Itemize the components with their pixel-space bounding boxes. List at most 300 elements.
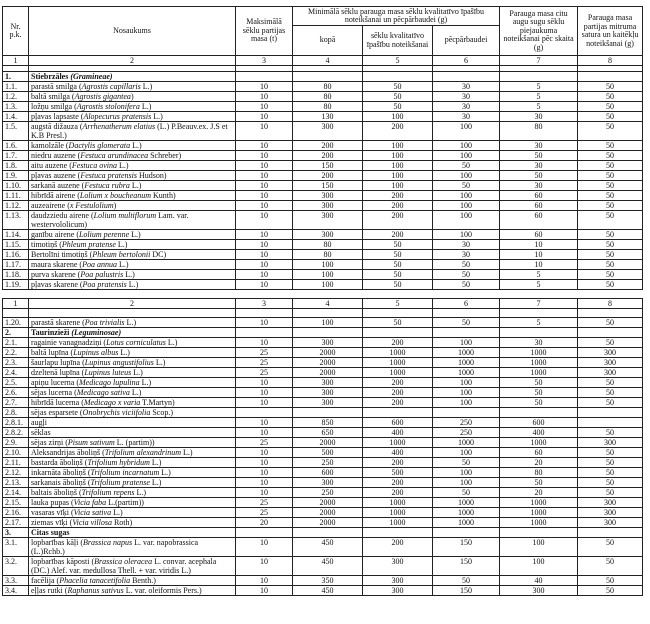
row-number: 1.8. [3, 161, 29, 171]
value-7: 60 [500, 230, 578, 240]
species-name: lopbarības kāļi (Brassica napus L. var. napobrassica (L.)Rchb.) [29, 538, 236, 557]
common-name: ložņu smilga [31, 102, 73, 111]
latin-name: Vicia villosa [72, 518, 112, 527]
latin-name: Poa pratensis [82, 280, 127, 289]
species-name: pļavas lapsaste (Alopecurus pratensis L.) [29, 112, 236, 122]
value-6: 30 [433, 240, 500, 250]
species-name: kamolzāle (Dactylis glomerata L.) [29, 141, 236, 151]
value-7: 50 [500, 171, 578, 181]
latin-name: x Festulolium [69, 201, 114, 210]
author-name: DC [152, 250, 164, 259]
author-name: Schreber [150, 151, 179, 160]
value-7: 50 [500, 478, 578, 488]
value-3: 10 [236, 388, 293, 398]
author-name: L. [141, 378, 149, 387]
value-6: 30 [433, 92, 500, 102]
value-8: 50 [578, 201, 643, 211]
species-name: sarkanā auzene (Festuca rubra L.) [29, 181, 236, 191]
value-8: 50 [578, 112, 643, 122]
value-8: 50 [578, 448, 643, 458]
table-row [3, 498, 643, 508]
species-name: ganību airene (Lolium perenne L.) [29, 230, 236, 240]
value-5: 50 [363, 92, 433, 102]
value-8: 50 [578, 250, 643, 260]
value-5: 1000 [363, 508, 433, 518]
value-8: 50 [578, 141, 643, 151]
common-name: sējas esparsete [31, 408, 78, 417]
value-7: 1000 [500, 358, 578, 368]
latin-name: Festuca rubra [84, 181, 130, 190]
value-7: 60 [500, 201, 578, 211]
value-5: 200 [363, 388, 433, 398]
section-row-other-species: 3. Citas sugas [3, 528, 643, 538]
value-8: 50 [578, 82, 643, 92]
author-name: Scop. [152, 408, 171, 417]
value-7: 10 [500, 250, 578, 260]
species-name: apiņu lucerna (Medicago lupulina L.) [29, 378, 236, 388]
value-4: 300 [293, 398, 363, 408]
row-number: 1.19. [3, 280, 29, 290]
value-4: 80 [293, 102, 363, 112]
value-7: 30 [500, 181, 578, 191]
latin-name: Brassica napus [83, 538, 133, 547]
value-5: 400 [363, 448, 433, 458]
value-4: 80 [293, 82, 363, 92]
row-number: 1.7. [3, 151, 29, 161]
value-3: 10 [236, 448, 293, 458]
common-name: maura skarene [31, 260, 78, 269]
table-row [3, 408, 643, 418]
table-row [3, 398, 643, 408]
value-4: 2000 [293, 508, 363, 518]
row-number: 2.8.1. [3, 418, 29, 428]
species-name: facēlija (Phacelia tanacetifolia Benth.) [29, 576, 236, 586]
table-row [3, 438, 643, 448]
common-name: pļavas skarene [31, 280, 78, 289]
table-row [3, 348, 643, 358]
value-4: 100 [293, 318, 363, 328]
species-name: auzeairene (x Festulolium) [29, 201, 236, 211]
value-8: 50 [578, 538, 643, 557]
table-row [3, 576, 643, 586]
common-name: ganību airene [31, 230, 75, 239]
value-3: 10 [236, 338, 293, 348]
row-number: 2.14. [3, 488, 29, 498]
value-3: 25 [236, 358, 293, 368]
latin-name: Poa palustris [80, 270, 124, 279]
table-row [3, 181, 643, 191]
common-name: ziemas vīķi [31, 518, 68, 527]
species-name: bastarda āboliņš (Trifolium hybridum L.) [29, 458, 236, 468]
latin-name: Festuca arundinacea [80, 151, 149, 160]
species-name: Bertolīni timotiņš (Phleum bertolonii DC) [29, 250, 236, 260]
common-name: purva skarene [31, 270, 76, 279]
species-name: ziemas vīķi (Vicia villosa Roth) [29, 518, 236, 528]
row-number: 2.2. [3, 348, 29, 358]
species-name: timotiņš (Phleum pratense L.) [29, 240, 236, 250]
latin-name: Trifolium alexandrinum [104, 448, 182, 457]
value-6: 100 [433, 191, 500, 201]
value-7: 60 [500, 448, 578, 458]
row-number: 3.2. [3, 557, 29, 576]
value-7: 20 [500, 488, 578, 498]
value-7: 300 [500, 586, 578, 596]
value-6: 1000 [433, 438, 500, 448]
column-index-3: 3 [236, 299, 293, 309]
value-3: 20 [236, 518, 293, 528]
value-6: 50 [433, 161, 500, 171]
section-row-legumes: 2. Taurinzieži (Leguminosae) [3, 328, 643, 338]
value-4: 500 [293, 448, 363, 458]
value-7: 30 [500, 338, 578, 348]
common-name: Aleksandrijas āboliņš [31, 448, 101, 457]
latin-name: Dactylis glomerata [68, 141, 131, 150]
value-6: 100 [433, 230, 500, 240]
table-row [3, 428, 643, 438]
value-6: 50 [433, 181, 500, 191]
column-index-7: 7 [500, 56, 578, 66]
value-5: 200 [363, 478, 433, 488]
table-row [3, 488, 643, 498]
common-name: baltais āboliņš [31, 488, 77, 497]
row-number: 1.18. [3, 270, 29, 280]
value-6: 100 [433, 388, 500, 398]
value-3: 10 [236, 586, 293, 596]
row-number: 1.2. [3, 92, 29, 102]
header-max-mass: Maksimālā sēklu partijas masa (t) [236, 7, 293, 56]
latin-name: Lolium x boucheanum [79, 191, 151, 200]
table-row [3, 191, 643, 201]
value-5: 50 [363, 260, 433, 270]
author-name: L. [126, 318, 134, 327]
value-4: 250 [293, 458, 363, 468]
row-number: 2.3. [3, 358, 29, 368]
value-4: 300 [293, 230, 363, 240]
value-5: 200 [363, 378, 433, 388]
value-6: 100 [433, 201, 500, 211]
seed-sample-table-page-1 [2, 6, 643, 290]
species-name: hibrīdā lucerna (Medicago x varia T.Martyn) [29, 398, 236, 408]
value-4: 300 [293, 378, 363, 388]
value-7: 1000 [500, 438, 578, 448]
value-7: 1000 [500, 368, 578, 378]
row-number: 1.9. [3, 171, 29, 181]
value-6: 100 [433, 151, 500, 161]
value-5: 200 [363, 458, 433, 468]
table-row [3, 250, 643, 260]
value-5: 400 [363, 428, 433, 438]
common-name: kamolzāle [31, 141, 64, 150]
value-7: 1000 [500, 518, 578, 528]
species-name: sarkanais āboliņš (Trifolium pratense L.) [29, 478, 236, 488]
species-name: eļļas rutki (Raphanus sativus L. var. oleiformis Pers.) [29, 586, 236, 596]
common-name: timotiņš [31, 240, 58, 249]
header-row-top [3, 7, 643, 26]
column-index-6: 6 [433, 299, 500, 309]
value-6: 100 [433, 448, 500, 458]
value-4: 300 [293, 191, 363, 201]
value-8: 50 [578, 240, 643, 250]
common-name: pļavas auzene [31, 171, 76, 180]
row-number: 2.6. [3, 388, 29, 398]
common-name: sējas zirņi [31, 438, 64, 447]
common-name: aitu auzene [31, 161, 68, 170]
value-4: 2000 [293, 518, 363, 528]
author-name: L. [167, 338, 175, 347]
column-index-4: 4 [293, 299, 363, 309]
table-row [3, 468, 643, 478]
value-7: 60 [500, 191, 578, 201]
value-8: 50 [578, 388, 643, 398]
value-8: 50 [578, 586, 643, 596]
value-8: 50 [578, 557, 643, 576]
value-8: 50 [578, 161, 643, 171]
author-name: L. [142, 82, 150, 91]
value-5: 50 [363, 250, 433, 260]
value-5: 200 [363, 191, 433, 201]
column-index-8: 8 [578, 299, 643, 309]
value-4: 80 [293, 92, 363, 102]
common-name: facēlija [31, 576, 55, 585]
author-name: L. [125, 270, 133, 279]
latin-name: Lupinus albus [73, 348, 119, 357]
value-4: 80 [293, 250, 363, 260]
value-8: 300 [578, 368, 643, 378]
common-name: lopbarības kāļi [31, 538, 79, 547]
value-7: 40 [500, 576, 578, 586]
common-name: parastā skarene [31, 318, 81, 327]
value-6: 30 [433, 102, 500, 112]
value-7: 600 [500, 418, 578, 428]
latin-name: Agrostis stolonifera [76, 102, 140, 111]
species-name: aitu auzene (Festuca ovina L.) [29, 161, 236, 171]
value-4: 2000 [293, 438, 363, 448]
latin-name: Poa trivialis [84, 318, 125, 327]
value-7: 50 [500, 151, 578, 161]
row-number: 2.11. [3, 458, 29, 468]
common-name: daudzziedu airene [31, 211, 89, 220]
value-5: 1000 [363, 518, 433, 528]
common-name: dzeltenā lupīna [31, 368, 80, 377]
species-name: baltā smilga (Agrostis gigantea) [29, 92, 236, 102]
row-number: 2.8.2. [3, 428, 29, 438]
value-5: 300 [363, 557, 433, 576]
value-5: 50 [363, 240, 433, 250]
species-name: Aleksandrijas āboliņš (Trifolium alexandrinum L.) [29, 448, 236, 458]
value-7: 30 [500, 141, 578, 151]
column-index-row [3, 299, 643, 309]
author-name: L. [118, 161, 126, 170]
latin-name: Vicia sativa [73, 508, 112, 517]
value-3: 25 [236, 438, 293, 448]
value-4: 2000 [293, 368, 363, 378]
value-8 [578, 418, 643, 428]
value-5: 50 [363, 82, 433, 92]
value-7: 5 [500, 280, 578, 290]
value-5: 50 [363, 270, 433, 280]
table-row [3, 230, 643, 240]
value-4: 2000 [293, 498, 363, 508]
row-number: 2.17. [3, 518, 29, 528]
column-index-3: 3 [236, 56, 293, 66]
value-7: 5 [500, 92, 578, 102]
table-row [3, 418, 643, 428]
value-7: 5 [500, 82, 578, 92]
value-7: 100 [500, 538, 578, 557]
value-6: 50 [433, 458, 500, 468]
value-3: 10 [236, 191, 293, 201]
table-row [3, 448, 643, 458]
value-8: 50 [578, 428, 643, 438]
value-3: 10 [236, 201, 293, 211]
header-min-sample-group: Minimālā sēklu parauga masa sēklu kvalitatīvo īpašību noteikšanai un pēcpārbaudei (g) [293, 7, 500, 26]
table-row [3, 508, 643, 518]
column-index-4: 4 [293, 56, 363, 66]
author-name: L. var. napobrassica (L.)Rchb.) [31, 538, 199, 556]
table-row [3, 122, 643, 141]
species-name: pļavas skarene (Poa pratensis L.) [29, 280, 236, 290]
value-6: 150 [433, 557, 500, 576]
header-quality: sēklu kvalitatīvo īpašību noteikšanai [363, 26, 433, 56]
value-6: 30 [433, 82, 500, 92]
table-row [3, 518, 643, 528]
value-4: 2000 [293, 348, 363, 358]
latin-name: Vicia faba [73, 498, 107, 507]
value-4: 450 [293, 538, 363, 557]
header-total: kopā [293, 26, 363, 56]
author-name: L. (partim)) [116, 438, 155, 447]
row-number: 1.4. [3, 112, 29, 122]
value-3: 25 [236, 368, 293, 378]
value-3: 10 [236, 488, 293, 498]
latin-name: Alopecurus pratensis [83, 112, 152, 121]
table-row [3, 211, 643, 230]
author-name: Hudson [138, 171, 164, 180]
value-3: 10 [236, 468, 293, 478]
value-8: 50 [578, 191, 643, 201]
latin-name: Phacelia tanacetifolia [59, 576, 131, 585]
common-name: ragainie vanagnadziņi [31, 338, 102, 347]
author-name: L. [131, 230, 139, 239]
value-5: 50 [363, 102, 433, 112]
value-4: 450 [293, 586, 363, 596]
value-4: 600 [293, 468, 363, 478]
table-row [3, 92, 643, 102]
species-name: lopbarības kāposti (Brassica oleracea L. convar. acephala (DC.) Alef. var. medullosa Thell. + var. viridis L.) [29, 557, 236, 576]
common-name: lopbarības kāposti [31, 557, 90, 566]
common-name: vasaras vīķi [31, 508, 69, 517]
value-4: 100 [293, 260, 363, 270]
latin-name: Festuca ovina [71, 161, 117, 170]
value-6: 100 [433, 378, 500, 388]
value-3: 10 [236, 378, 293, 388]
author-name: Roth [113, 518, 130, 527]
latin-name: Pisum sativum [67, 438, 115, 447]
value-7: 50 [500, 378, 578, 388]
author-name: L. [131, 388, 139, 397]
row-number: 2.7. [3, 398, 29, 408]
value-8: 50 [578, 230, 643, 240]
table-row [3, 280, 643, 290]
value-6: 50 [433, 318, 500, 328]
common-name: baltā smilga [31, 92, 70, 101]
value-6: 100 [433, 468, 500, 478]
column-index-8: 8 [578, 56, 643, 66]
species-name: ragainie vanagnadziņi (Lotus corniculatus L.) [29, 338, 236, 348]
value-6: 50 [433, 260, 500, 270]
value-7: 80 [500, 122, 578, 141]
value-3: 10 [236, 122, 293, 141]
value-6: 30 [433, 250, 500, 260]
common-name: hibrīdā airene [31, 191, 76, 200]
row-number: 3.4. [3, 586, 29, 596]
latin-name: Lotus corniculatus [106, 338, 166, 347]
species-name: vasaras vīķi (Vicia sativa L.) [29, 508, 236, 518]
latin-name: Medicago lupulina [78, 378, 140, 387]
value-8: 50 [578, 318, 643, 328]
value-6: 50 [433, 280, 500, 290]
value-8: 50 [578, 122, 643, 141]
latin-name: Lolium perenne [78, 230, 130, 239]
value-3: 10 [236, 428, 293, 438]
value-4: 100 [293, 280, 363, 290]
author-name: L.(partim)) [108, 498, 144, 507]
column-index-5: 5 [363, 299, 433, 309]
column-index-1: 1 [3, 299, 29, 309]
author-name: Benth.) [132, 576, 156, 585]
value-7: 1000 [500, 508, 578, 518]
author-name: L. [131, 181, 139, 190]
latin-name: Medicago sativa [76, 388, 130, 397]
row-number: 2.10. [3, 448, 29, 458]
row-number: 1.17. [3, 260, 29, 270]
value-3: 10 [236, 240, 293, 250]
row-number: 2.15. [3, 498, 29, 508]
row-number: 1.5. [3, 122, 29, 141]
value-4: 300 [293, 388, 363, 398]
row-number: 2.12. [3, 468, 29, 478]
table-row [3, 478, 643, 488]
row-number: 1.11. [3, 191, 29, 201]
common-name: sēklas [31, 428, 51, 437]
author-name: T.Martyn [142, 398, 173, 407]
value-3: 25 [236, 348, 293, 358]
value-5: 200 [363, 122, 433, 141]
value-6: 1000 [433, 498, 500, 508]
header-post-control: pēcpārbaudei [433, 26, 500, 56]
common-name: baltā lupīna [31, 348, 69, 357]
value-6: 1000 [433, 518, 500, 528]
value-8: 50 [578, 458, 643, 468]
spacer-row [3, 309, 643, 318]
row-number: 1.10. [3, 181, 29, 191]
species-name: hibrīdā airene (Lolium x boucheanum Kunth) [29, 191, 236, 201]
row-number: 1.6. [3, 141, 29, 151]
species-name: parastā skarene (Poa trivialis L.) [29, 318, 236, 328]
table-row [3, 358, 643, 368]
header-moisture: Parauga masa partijas mitruma satura un kaitēkļu noteikšanai (g) [578, 7, 643, 56]
value-5 [363, 408, 433, 418]
value-3: 10 [236, 92, 293, 102]
value-4: 80 [293, 240, 363, 250]
seed-sample-table-page-2 [2, 298, 643, 596]
value-5: 100 [363, 151, 433, 161]
value-5: 200 [363, 230, 433, 240]
author-name: Lam. var. westervololicum [31, 211, 189, 229]
value-4: 200 [293, 171, 363, 181]
species-name: lauka pupas (Vicia faba L.(partim)) [29, 498, 236, 508]
author-name: L. [161, 468, 169, 477]
